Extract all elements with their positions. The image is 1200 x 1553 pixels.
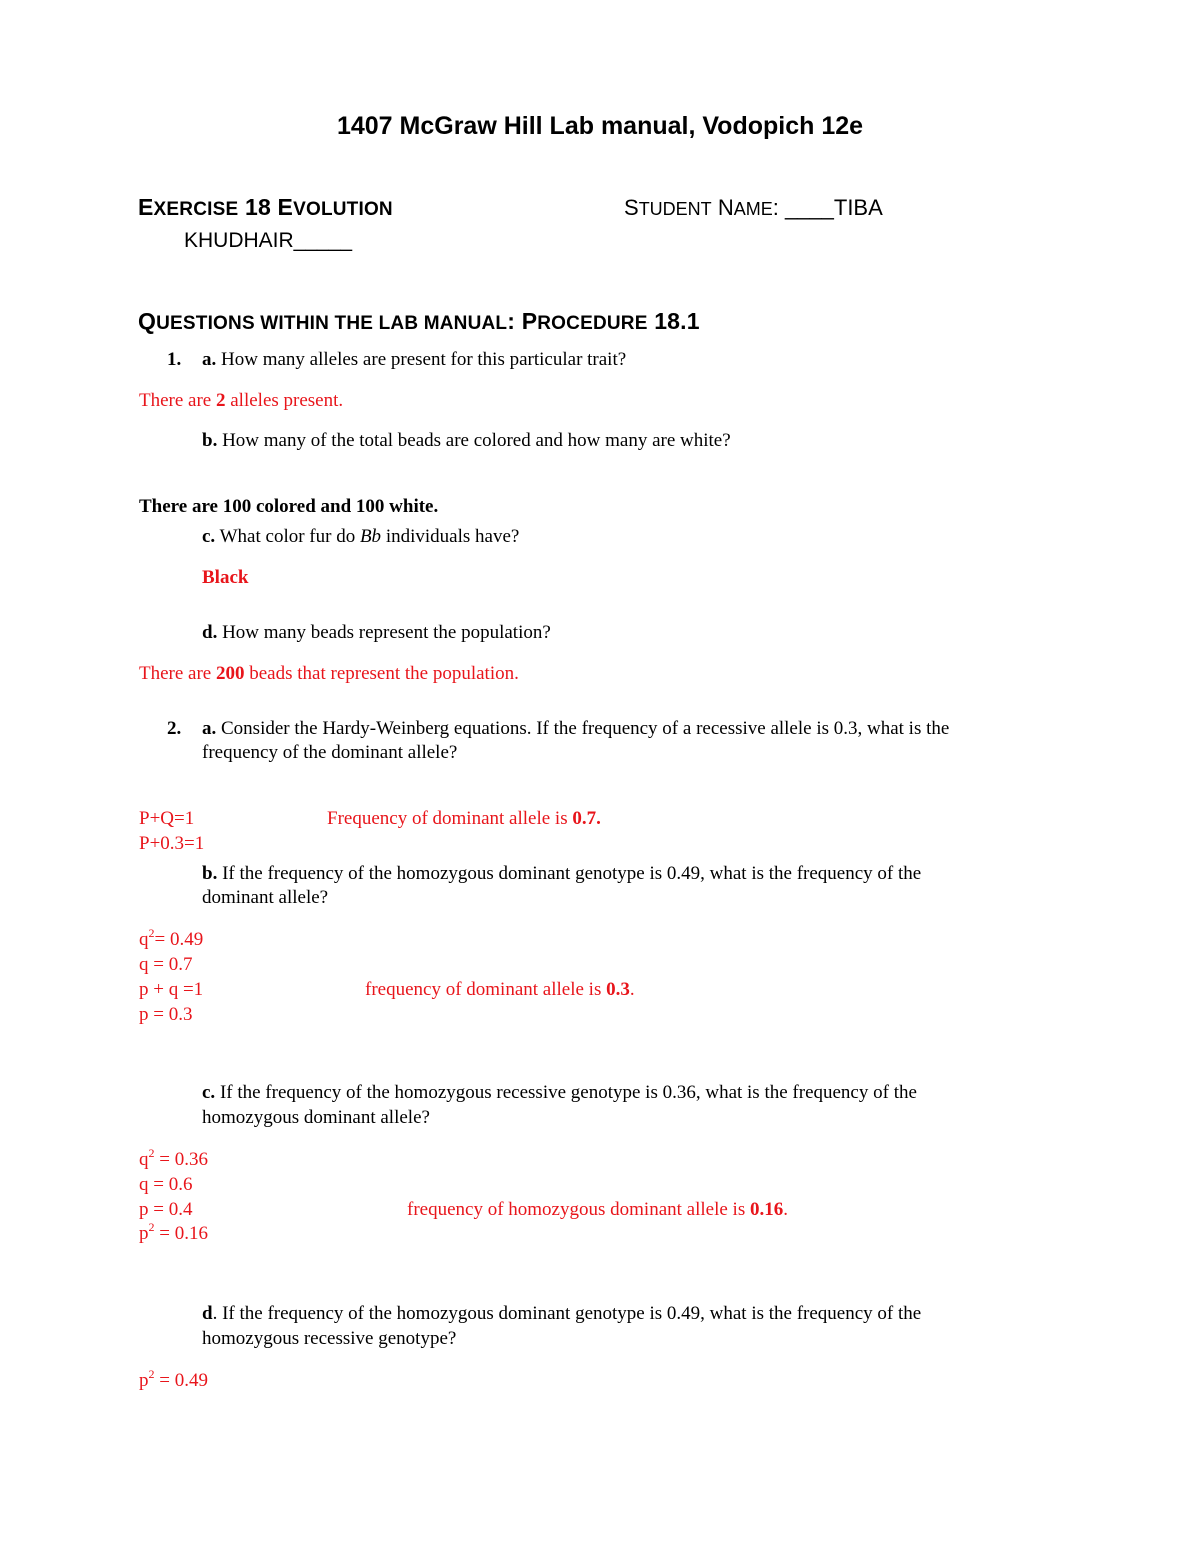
student-rest2: AME [733,199,773,219]
answer-1c: Black [202,567,249,588]
answer-2a-result [327,806,601,831]
answer-2d-eq1-sup: 2 [148,1367,155,1381]
question-1d [202,621,551,645]
answer-2c-result-bold: 0.16 [749,1199,784,1220]
exercise-cap2: E [277,194,294,220]
answer-2b-eq1-var: q [139,929,149,950]
question-2c-label: c. [202,1082,216,1103]
section-cap1: Q [138,308,157,334]
answer-2a-result-pre: Frequency of dominant allele is [327,808,573,829]
question-2d-line2: homozygous recessive genotype? [202,1328,457,1349]
answer-2c-result [407,1197,788,1222]
question-1a [202,348,626,372]
answer-2a-eq1: P+Q=1 [139,808,195,829]
answer-2d-eq1-var: p [139,1370,149,1391]
question-2d-label: d [202,1303,213,1324]
question-1c [202,525,519,549]
question-1d-label: d. [202,622,218,643]
student-cap2: N [717,195,734,220]
answer-2c-eq4-sup: 2 [148,1220,155,1234]
question-2b-line1: If the frequency of the homozygous dominant genotype is 0.49, what is the frequency of the [222,863,922,884]
question-2b [202,862,921,886]
student-name-continued: KHUDHAIR_____ [184,229,353,252]
answer-2a-result-bold: 0.7. [572,808,601,829]
answer-1d-pre: There are [139,663,216,684]
answer-2c-eq1-var: q [139,1149,149,1170]
student-rest1: TUDENT [638,199,712,219]
question-2a-line1: Consider the Hardy-Weinberg equations. If the frequency of a recessive allele is 0.3, what is the [221,718,950,739]
answer-2d-eq1-rest: = 0.49 [154,1370,208,1391]
question-2b-line2: dominant allele? [202,887,329,908]
student-cap1: S [624,195,639,220]
answer-2c-eq1 [139,1147,208,1172]
question-2a-line2: frequency of the dominant allele? [202,742,458,763]
question-1c-pre: What color fur do [219,526,360,547]
answer-2c-eq3: p = 0.4 [139,1199,193,1220]
answer-1a-pre: There are [139,390,216,411]
answer-2c-eq4-rest: = 0.16 [154,1223,208,1244]
question-1c-post: individuals have? [381,526,520,547]
question-1c-label: c. [202,526,216,547]
question-2a [202,717,949,741]
answer-2b-eq1-rest: = 0.49 [154,929,204,950]
answer-1d-post: beads that represent the population. [244,663,519,684]
section-cap2: P [521,308,538,334]
question-1b-label: b. [202,430,218,451]
section-heading [138,308,700,335]
exercise-cap1: E [138,194,154,220]
answer-2b-result-post: . [629,979,635,1000]
answer-1b: There are 100 colored and 100 white. [139,496,439,517]
answer-2d-eq1 [139,1368,208,1393]
student-value: : ____TIBA [772,195,883,220]
question-2d-label-post: . [212,1303,218,1324]
question-2c-line2: homozygous dominant allele? [202,1107,430,1128]
answer-2b-eq2: q = 0.7 [139,954,193,975]
section-colon: : [507,308,516,334]
question-2c-line1: If the frequency of the homozygous recessive genotype is 0.36, what is the frequency of the [219,1082,917,1103]
answer-2c-eq1-rest: = 0.36 [154,1149,208,1170]
question-1-number: 1. [167,349,182,370]
student-name-field [624,195,883,221]
question-2-number: 2. [167,718,182,739]
answer-1d [139,661,519,686]
question-1a-label: a. [202,349,217,370]
answer-2b-result-pre: frequency of dominant allele is [365,979,607,1000]
answer-2b-result-bold: 0.3 [606,979,630,1000]
answer-2c-eq4 [139,1221,208,1246]
answer-1a-post: alleles present. [225,390,344,411]
exercise-rest1: XERCISE [153,199,239,220]
answer-2b-result [365,977,635,1002]
exercise-heading [138,194,393,221]
question-1a-text: How many alleles are present for this particular trait? [221,349,627,370]
exercise-rest2: VOLUTION [293,199,393,220]
question-1b [202,429,731,453]
answer-2b-eq3: p + q =1 [139,979,204,1000]
section-number: 18.1 [654,308,700,334]
section-rest2: ROCEDURE [537,313,648,334]
question-2d [202,1302,921,1326]
answer-1d-bold: 200 [216,663,245,684]
question-2d-line1: If the frequency of the homozygous dominant genotype is 0.49, what is the frequency of the [222,1303,922,1324]
question-1c-italic: Bb [359,526,382,547]
question-2b-label: b. [202,863,218,884]
question-1d-text: How many beads represent the population? [222,622,551,643]
answer-2c-eq2: q = 0.6 [139,1174,193,1195]
question-2a-label: a. [202,718,217,739]
answer-2c-eq1-sup: 2 [148,1146,155,1160]
exercise-number: 18 [244,194,271,220]
answer-2b-eq1 [139,927,203,952]
answer-2c-result-post: . [783,1199,788,1220]
section-rest1: UESTIONS WITHIN THE LAB MANUAL [156,313,508,334]
answer-1a [139,388,343,413]
answer-2b-eq1-sup: 2 [148,926,155,940]
answer-1a-bold: 2 [216,390,226,411]
answer-2c-result-pre: frequency of homozygous dominant allele is [407,1199,750,1220]
answer-2c-eq4-var: p [139,1223,149,1244]
question-2c [202,1081,917,1105]
question-1b-text: How many of the total beads are colored and how many are white? [222,430,731,451]
document-title: 1407 McGraw Hill Lab manual, Vodopich 12e [336,112,864,140]
answer-2b-eq4: p = 0.3 [139,1004,193,1025]
answer-2a-eq2: P+0.3=1 [139,833,205,854]
